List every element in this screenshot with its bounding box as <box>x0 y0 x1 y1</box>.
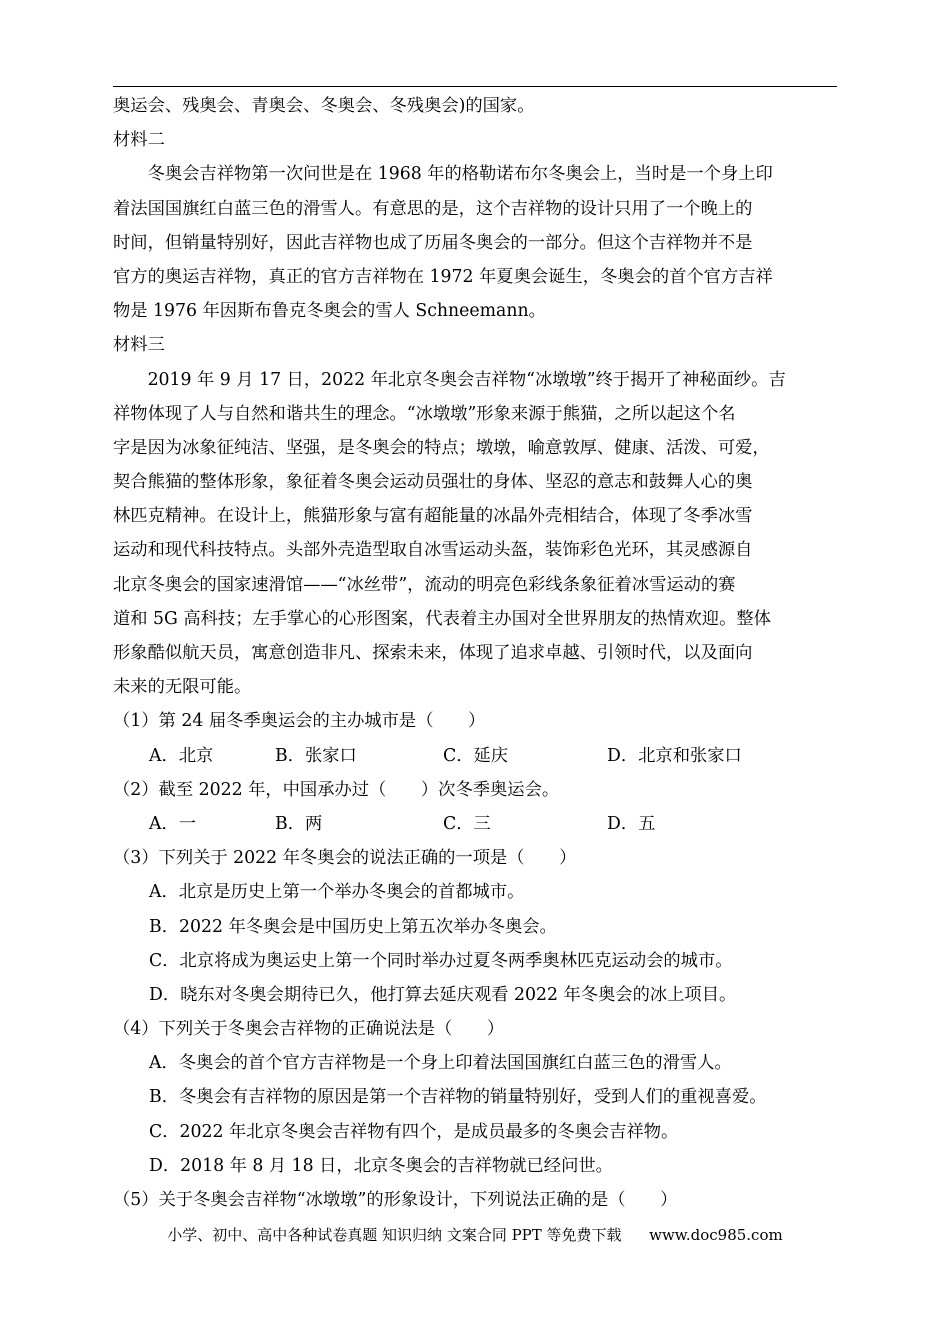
material3-line: 形象酷似航天员，寓意创造非凡、探索未来，体现了追求卓越、引领时代，以及面向 <box>113 643 753 663</box>
option-b: B．张家口 <box>275 745 357 766</box>
material2-line: 官方的奥运吉祥物，真正的官方吉祥物在 1972 年夏奥会诞生，冬奥会的首个官方吉祥 <box>113 266 773 287</box>
material3-line: 道和 5G 高科技；左手掌心的心形图案，代表着主办国对全世界朋友的热情欢迎。整体 <box>113 608 771 629</box>
question-4-option-d: D．2018 年 8 月 18 日，北京冬奥会的吉祥物就已经问世。 <box>149 1155 613 1176</box>
question-3-option-a: A．北京是历史上第一个举办冬奥会的首都城市。 <box>149 882 525 903</box>
material2-line: 冬奥会吉祥物第一次问世是在 1968 年的格勒诺布尔冬奥会上，当时是一个身上印 <box>113 164 773 185</box>
document-body <box>113 89 837 1217</box>
question-3-stem: （3）下列关于 2022 年冬奥会的说法正确的一项是（ ） <box>113 848 577 869</box>
question-2-options <box>113 807 837 841</box>
material3-line: 未来的无限可能。 <box>113 677 252 698</box>
page-footer <box>113 1224 837 1245</box>
footer-url[interactable]: www.doc985.com <box>649 1226 783 1244</box>
question-3-option-b: B．2022 年冬奥会是中国历史上第五次举办冬奥会。 <box>149 916 557 937</box>
option-c: C．三 <box>443 813 491 834</box>
material3-line: 字是因为冰象征纯洁、坚强，是冬奥会的特点；墩墩，喻意敦厚、健康、活泼、可爱， <box>113 437 770 458</box>
material2-line: 时间，但销量特别好，因此吉祥物也成了历届冬奥会的一部分。但这个吉祥物并不是 <box>113 232 753 253</box>
material3-line: 北京冬奥会的国家速滑馆——“冰丝带”，流动的明亮色彩线条象征着冰雪运动的赛 <box>113 574 736 595</box>
option-a: A．一 <box>149 813 197 834</box>
material2-heading: 材料二 <box>113 130 165 151</box>
question-4-stem: （4）下列关于冬奥会吉祥物的正确说法是（ ） <box>113 1019 505 1040</box>
header-rule <box>113 86 837 87</box>
question-4-option-c: C．2022 年北京冬奥会吉祥物有四个，是成员最多的冬奥会吉祥物。 <box>149 1121 679 1142</box>
material3-line: 运动和现代科技特点。头部外壳造型取自冰雪运动头盔，装饰彩色光环，其灵感源自 <box>113 540 753 561</box>
question-4-option-a: A．冬奥会的首个官方吉祥物是一个身上印着法国国旗红白蓝三色的滑雪人。 <box>149 1053 732 1074</box>
option-a: A．北京 <box>149 745 214 766</box>
question-5-stem: （5）关于冬奥会吉祥物“冰墩墩”的形象设计，下列说法正确的是（ ） <box>113 1190 678 1210</box>
option-c: C．延庆 <box>443 745 509 766</box>
intro-line: 奥运会、残奥会、青奥会、冬奥会、冬残奥会)的国家。 <box>113 96 535 116</box>
material3-heading: 材料三 <box>113 335 165 356</box>
material2-line: 物是 1976 年因斯布鲁克冬奥会的雪人 Schneemann。 <box>113 301 546 322</box>
question-1-options <box>113 739 837 773</box>
material3-line: 契合熊猫的整体形象，象征着冬奥会运动员强壮的身体、坚忍的意志和鼓舞人心的奥 <box>113 472 753 493</box>
material3-line: 2019 年 9 月 17 日，2022 年北京冬奥会吉祥物“冰墩墩”终于揭开了神秘面纱。吉 <box>113 369 786 390</box>
footer-text: 小学、初中、高中各种试卷真题 知识归纳 文案合同 PPT 等免费下载 <box>167 1226 622 1244</box>
question-3-option-d: D．晓东对冬奥会期待已久，他打算去延庆观看 2022 年冬奥会的冰上项目。 <box>149 984 737 1005</box>
material3-line: 林匹克精神。在设计上，熊猫形象与富有超能量的冰晶外壳相结合，体现了冬季冰雪 <box>113 506 753 527</box>
question-2-stem: （2）截至 2022 年，中国承办过（ ）次冬季奥运会。 <box>113 779 560 800</box>
question-1-stem: （1）第 24 届冬季奥运会的主办城市是（ ） <box>113 711 486 732</box>
material3-line: 祥物体现了人与自然和谐共生的理念。“冰墩墩”形象来源于熊猫，之所以起这个名 <box>113 403 736 424</box>
material2-line: 着法国国旗红白蓝三色的滑雪人。有意思的是，这个吉祥物的设计只用了一个晚上的 <box>113 198 753 219</box>
option-b: B．两 <box>275 813 323 834</box>
question-4-option-b: B．冬奥会有吉祥物的原因是第一个吉祥物的销量特别好，受到人们的重视喜爱。 <box>149 1087 767 1108</box>
option-d: D．五 <box>607 813 656 834</box>
option-d: D．北京和张家口 <box>607 745 742 766</box>
question-3-option-c: C．北京将成为奥运史上第一个同时举办过夏冬两季奥林匹克运动会的城市。 <box>149 950 733 971</box>
